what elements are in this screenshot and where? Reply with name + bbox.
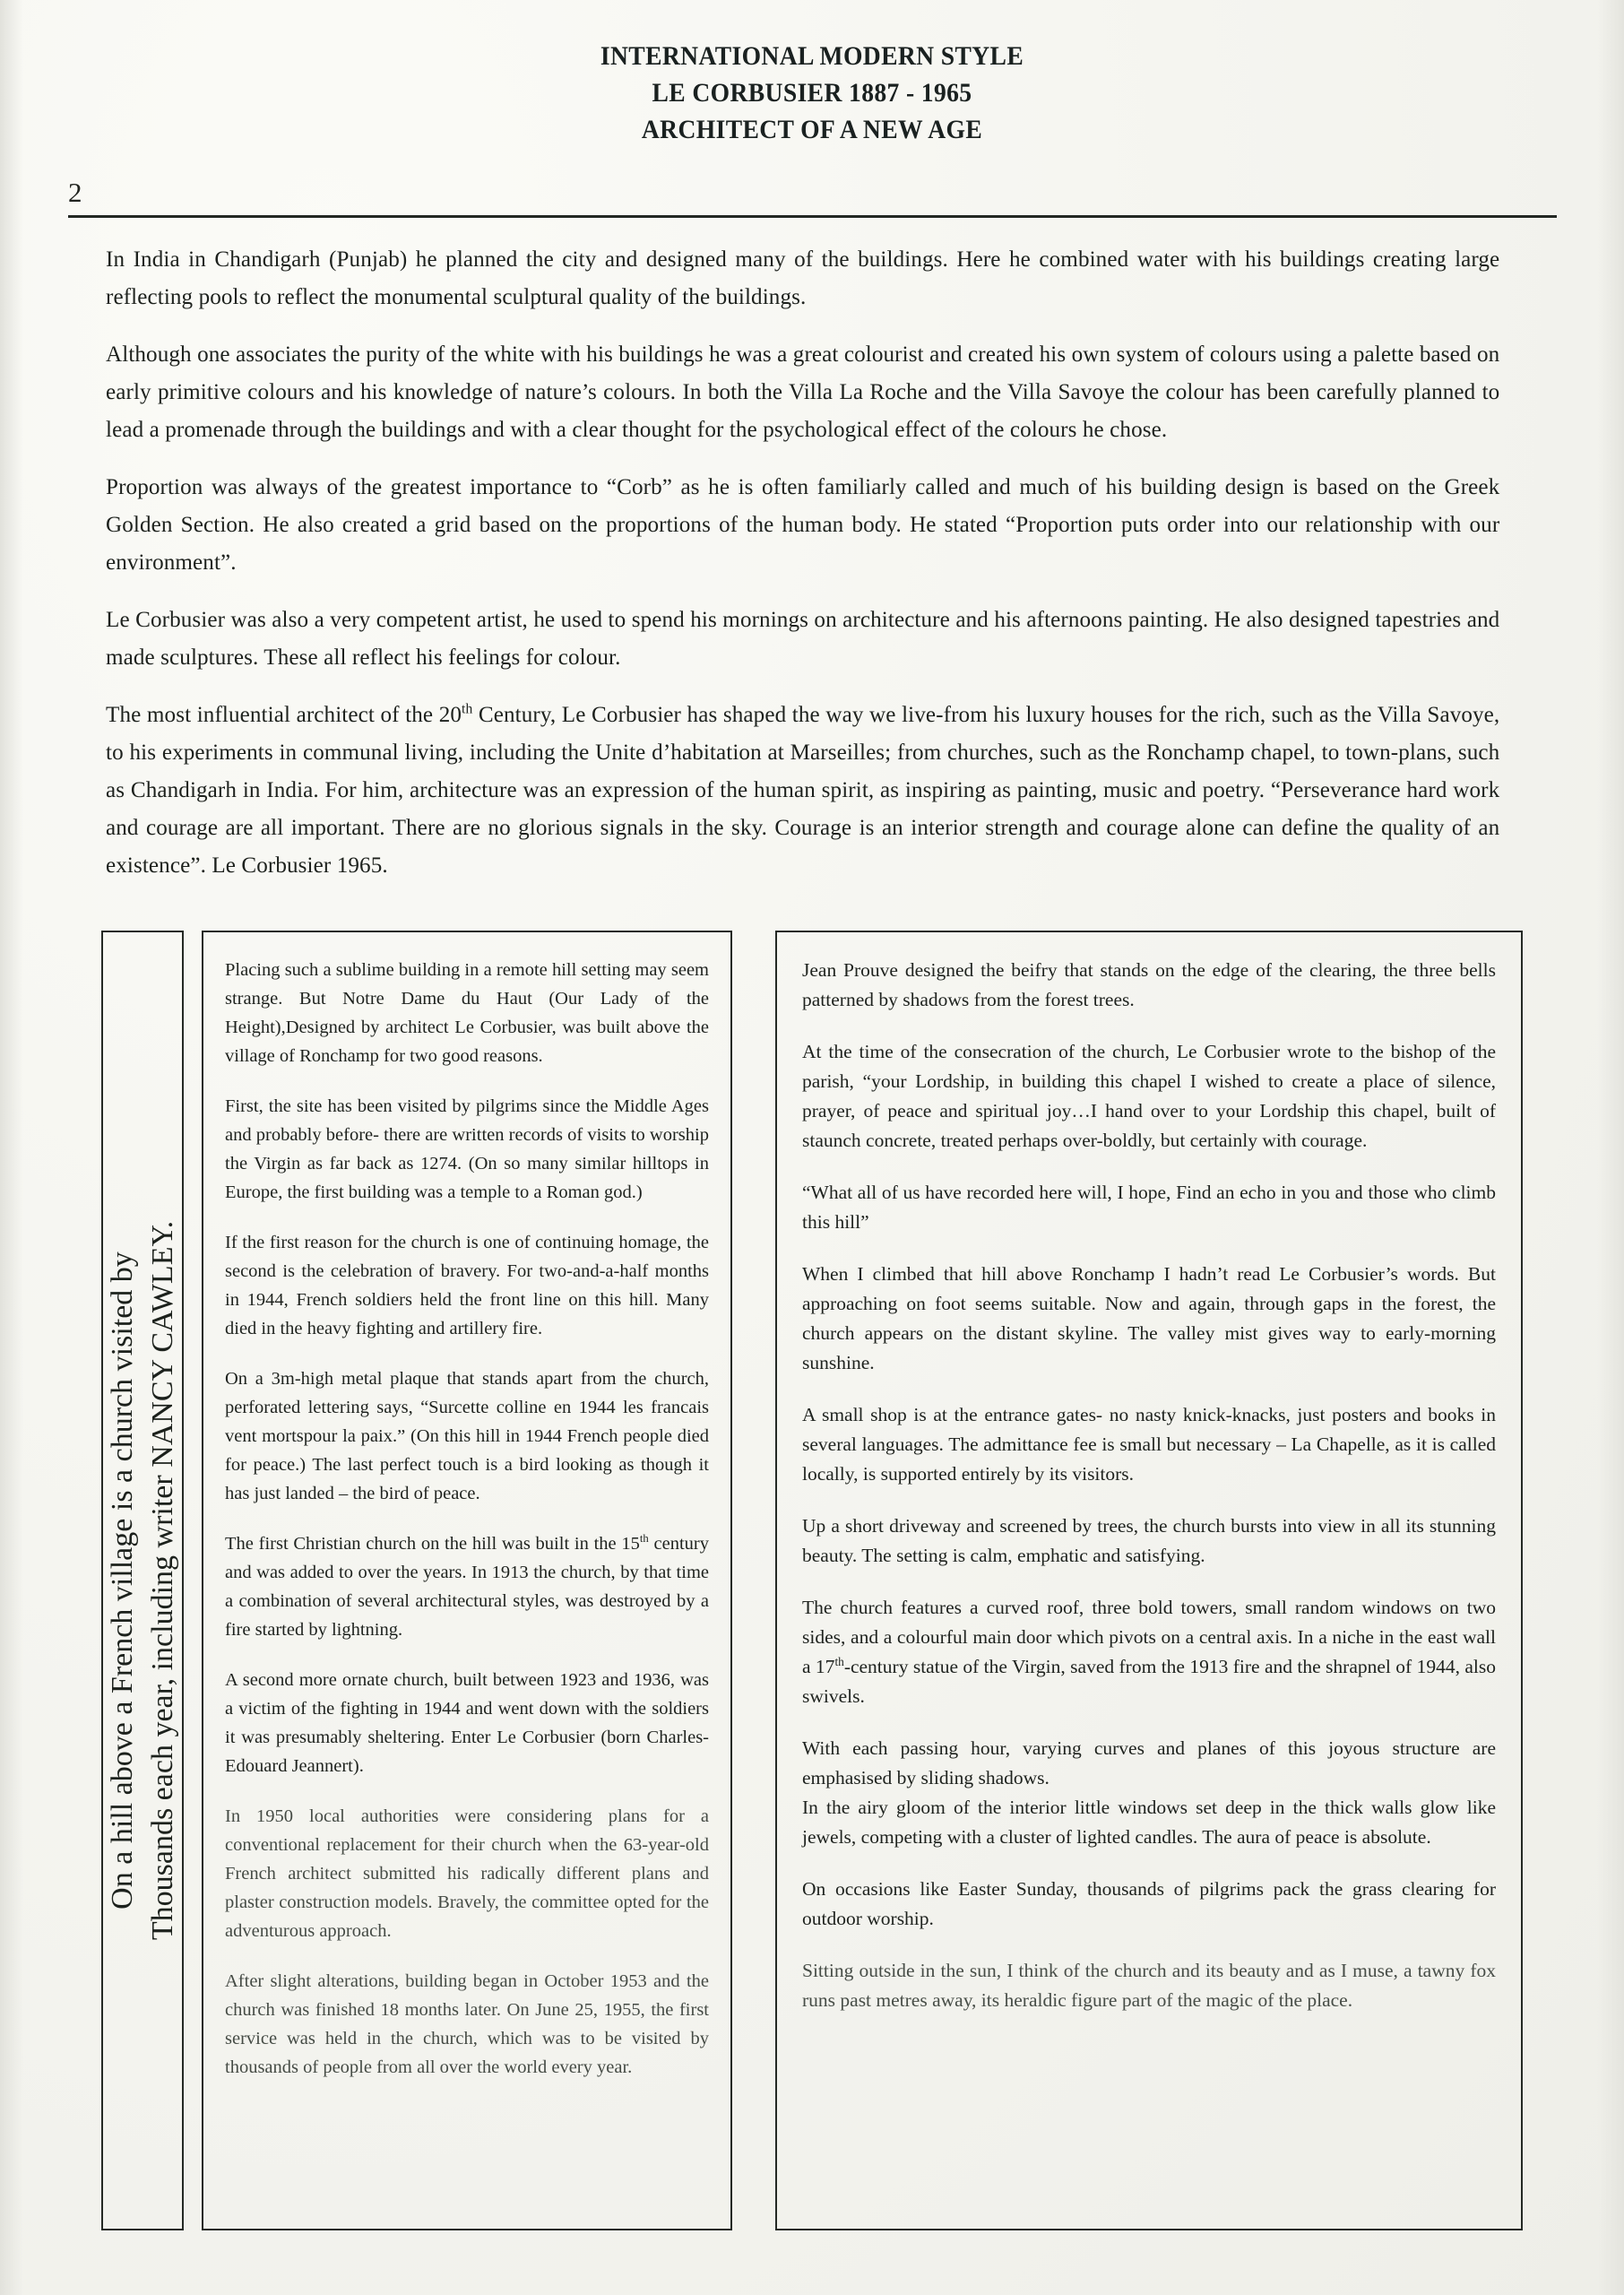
body-paragraph: Proportion was always of the greatest importance to “Corb” as he is often familiarly called and much of his building design is based on the Greek Golden Section. He also created a grid based on the proportions of the human body. He stated “Proportion puts order into our relationship with our environment”. [106, 473, 1500, 575]
column-paragraph-century [802, 1593, 1496, 1711]
century-superscript: th [834, 1654, 844, 1668]
column-paragraph: On a 3m-high metal plaque that stands apart from the church, perforated lettering says, “Surcette colline en 1944 les francais vent mortspour la paix.” (On this hill in 1944 French people died for peace.) The last perfect touch is a bird looking as though it has just landed – the bird of peace. [225, 1369, 709, 1503]
column-paragraph: When I climbed that hill above Ronchamp I hadn’t read Le Corbusier’s words. But approaching on foot seems suitable. Now and again, through gaps in the forest, the church appears on the distant skyline. The valley mist gives way to early-morning sunshine. [802, 1263, 1496, 1373]
column-paragraph: Up a short driveway and screened by trees, the church bursts into view in all its stunning beauty. The setting is calm, emphatic and satisfying. [802, 1515, 1496, 1566]
century-suffix: Century, Le Corbusier has shaped the way we live-from his luxury houses for the rich, such as the Villa Savoye, to his experiments in communal living, including the Unite d’habitation at Marseilles; from churches, such as the Ronchamp chapel, to town-plans, such as Chandigarh in India. For him, architecture was an expression of the human spirit, as inspiring as painting, music and poetry. “Perseverance hard work and courage are all important. There are no glorious signals in the sky. Courage is an interior strength and courage alone can define the quality of an existence”. Le Corbusier 1965. [106, 701, 1500, 878]
century-superscript: th [462, 701, 473, 717]
boxed-article-section [101, 931, 1523, 2230]
column-paragraph: Placing such a sublime building in a remote hill setting may seem strange. But Notre Dame du Haut (Our Lady of the Height),Designed by architect Le Corbusier, was built above the village of Ronchamp for two good reasons. [225, 960, 709, 1066]
column-paragraph: Jean Prouve designed the beifry that stands on the edge of the clearing, the three bells patterned by shadows from the forest trees. [802, 959, 1496, 1010]
article-column-right [775, 931, 1523, 2230]
century-prefix: The first Christian church on the hill was built in the 15 [225, 1534, 640, 1554]
vertical-caption-line-1: On a hill above a French village is a church visited by [106, 1251, 140, 1910]
column-paragraph-century [225, 1529, 709, 1644]
column-paragraph: In 1950 local authorities were considering plans for a conventional replacement for their church when the 63-year-old French architect submitted his radically different plans and plaster construction models. Bravely, the committee opted for the adventurous approach. [225, 1806, 709, 1941]
body-paragraph: Le Corbusier was also a very competent artist, he used to spend his mornings on architecture and his afternoons painting. He also designed tapestries and made sculptures. These all reflect his feelings for colour. [106, 606, 1500, 670]
column-paragraph: Sitting outside in the sun, I think of the church and its beauty and as I muse, a tawny fox runs past metres away, its heraldic figure part of the magic of the place. [802, 1960, 1496, 2011]
header-line-2: LE CORBUSIER 1887 - 1965 [652, 78, 972, 108]
paper-edge-right [1597, 0, 1624, 2295]
century-prefix: The church features a curved roof, three bold towers, small random windows on two sides, and a colourful main door which pivots on a central axis. In a niche in the east wall a 17 [802, 1597, 1496, 1677]
body-paragraph-century [106, 696, 1499, 884]
page-header [0, 38, 1624, 148]
body-paragraph: Although one associates the purity of the white with his buildings he was a great colourist and created his own system of colours using a palette based on early primitive colours and his knowledge of nature’s colours. In both the Villa La Roche and the Villa Savoye the colour has been carefully planned to lead a promenade through the buildings and with a clear thought for the psychological effect of the colours he chose. [106, 341, 1500, 442]
century-suffix: -century statue of the Virgin, saved from the 1913 fire and the shrapnel of 1944, also swivels. [802, 1656, 1496, 1707]
header-rule [68, 215, 1557, 218]
column-paragraph: A second more ornate church, built between 1923 and 1936, was a victim of the fighting in 1944 and went down with the soldiers it was presumably sheltering. Enter Le Corbusier (born Charles-Edouard Jeannert). [225, 1670, 709, 1776]
article-body [106, 240, 1521, 904]
vertical-caption-line-2: Thousands each year, including writer NANCY CAWLEY. [146, 1220, 180, 1941]
column-paragraph: With each passing hour, varying curves and planes of this joyous structure are emphasised by sliding shadows. [802, 1737, 1496, 1788]
century-suffix: century and was added to over the years. In 1913 the church, by that time a combination of several architectural styles, was destroyed by a fire started by lightning. [225, 1534, 709, 1640]
century-prefix: The most influential architect of the 20 [106, 701, 462, 727]
column-paragraph: If the first reason for the church is one of continuing homage, the second is the celebration of bravery. For two-and-a-half months in 1944, French soldiers held the front line on this hill. Many died in the heavy fighting and artillery fire. [225, 1233, 709, 1338]
header-line-3: ARCHITECT OF A NEW AGE [641, 115, 983, 144]
column-paragraph: At the time of the consecration of the church, Le Corbusier wrote to the bishop of the parish, “your Lordship, in building this chapel I wished to create a place of silence, prayer, of peace and spiritual joy…I hand over to your Lordship this chapel, built of staunch concrete, treated perhaps over-boldly, but certainly with courage. [802, 1041, 1496, 1151]
column-paragraph: On occasions like Easter Sunday, thousands of pilgrims pack the grass clearing for outdoor worship. [802, 1878, 1496, 1929]
column-paragraph: After slight alterations, building began in October 1953 and the church was finished 18 months later. On June 25, 1955, the first service was held in the church, which was to be visited by thousands of people from all over the world every year. [225, 1971, 709, 2077]
page-number: 2 [68, 177, 82, 208]
column-paragraph: “What all of us have recorded here will, I hope, Find an echo in you and those who climb this hill” [802, 1182, 1496, 1233]
header-line-1: INTERNATIONAL MODERN STYLE [600, 41, 1024, 71]
body-paragraph: In India in Chandigarh (Punjab) he planned the city and designed many of the buildings. Here he combined water with his buildings creating large reflecting pools to reflect the monumental sculptural quality of the buildings. [106, 246, 1500, 309]
paper-edge-left [0, 0, 23, 2295]
vertical-caption [101, 931, 184, 2230]
column-paragraph: First, the site has been visited by pilgrims since the Middle Ages and probably before- there are written records of visits to worship the Virgin as far back as 1274. (On so many similar hilltops in Europe, the first building was a temple to a Roman god.) [225, 1096, 709, 1202]
century-superscript: th [639, 1532, 649, 1546]
article-column-left [202, 931, 732, 2230]
column-paragraph: A small shop is at the entrance gates- no nasty knick-knacks, just posters and books in several languages. The admittance fee is small but necessary – La Chapelle, as it is called locally, is supported entirely by its visitors. [802, 1404, 1496, 1485]
column-paragraph: In the airy gloom of the interior little windows set deep in the thick walls glow like jewels, competing with a cluster of lighted candles. The aura of peace is absolute. [802, 1797, 1496, 1848]
